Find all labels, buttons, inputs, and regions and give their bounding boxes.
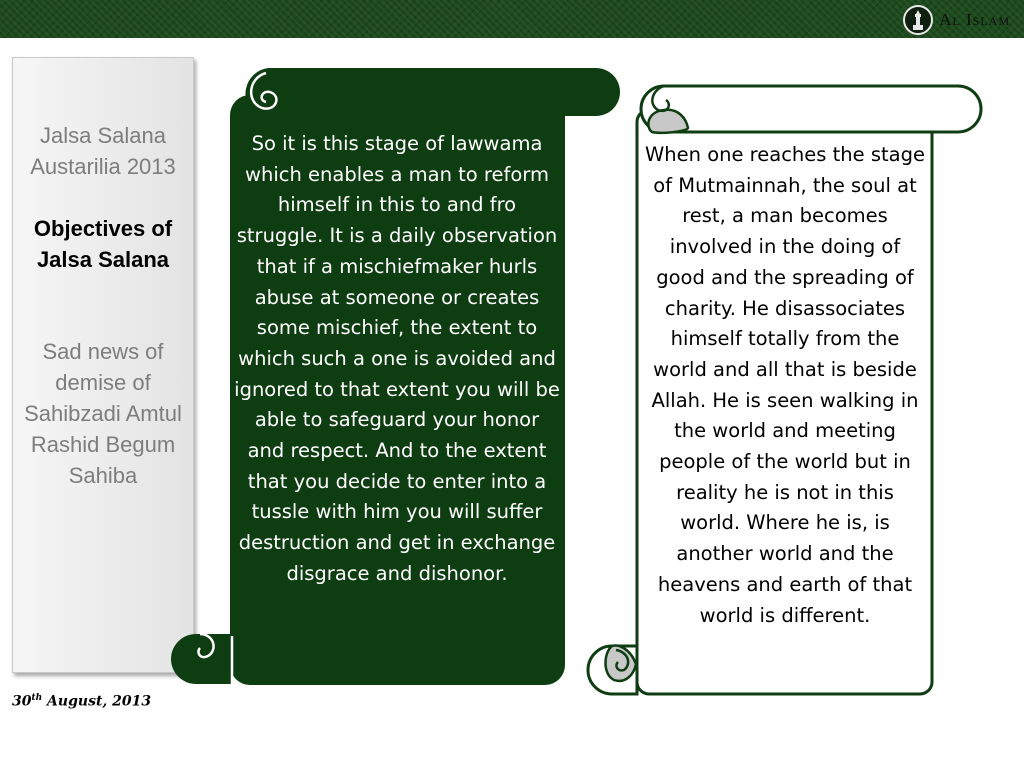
date-day: 30 [12,693,32,710]
objectives-title: Objectives of Jalsa Salana [33,216,173,272]
date-suffix: th [31,693,43,703]
left-scroll-bottom-roll [171,634,232,684]
date-month-year: August, 2013 [42,693,152,710]
left-scroll-text: So it is this stage of lawwama which enables a man to reform himself in this to and fro struggle. It is a daily observation that if a mischiefmaker hurls abuse at someone or creates some mischief, the extent to which such a one is avoided and ignored to that extent you will be able to safeguard your honor and respect. And to the extent that you decide to enter into a tussle with him you will suffer destruction and get in exchange disgrace and dishonor. [234,132,560,585]
news-text: Sad news of demise of Sahibzadi Amtul Rashid Begum Sahiba [24,339,182,488]
logo-text: Al Islam [939,10,1010,29]
event-title: Jalsa Salana Austarilia 2013 [30,123,176,179]
right-scroll-text: When one reaches the stage of Mutmainnah, the soul at rest, a man becomes involved in the doing of good and the spreading of charity. He disassociates himself totally from the world and all that is beside Allah. He is seen walking in the world and meeting people of the world but in reality he is not in this world. Where he is, is another world and the heavens and earth of that world is different. [645,143,925,627]
right-scroll-top-roll [641,86,981,132]
